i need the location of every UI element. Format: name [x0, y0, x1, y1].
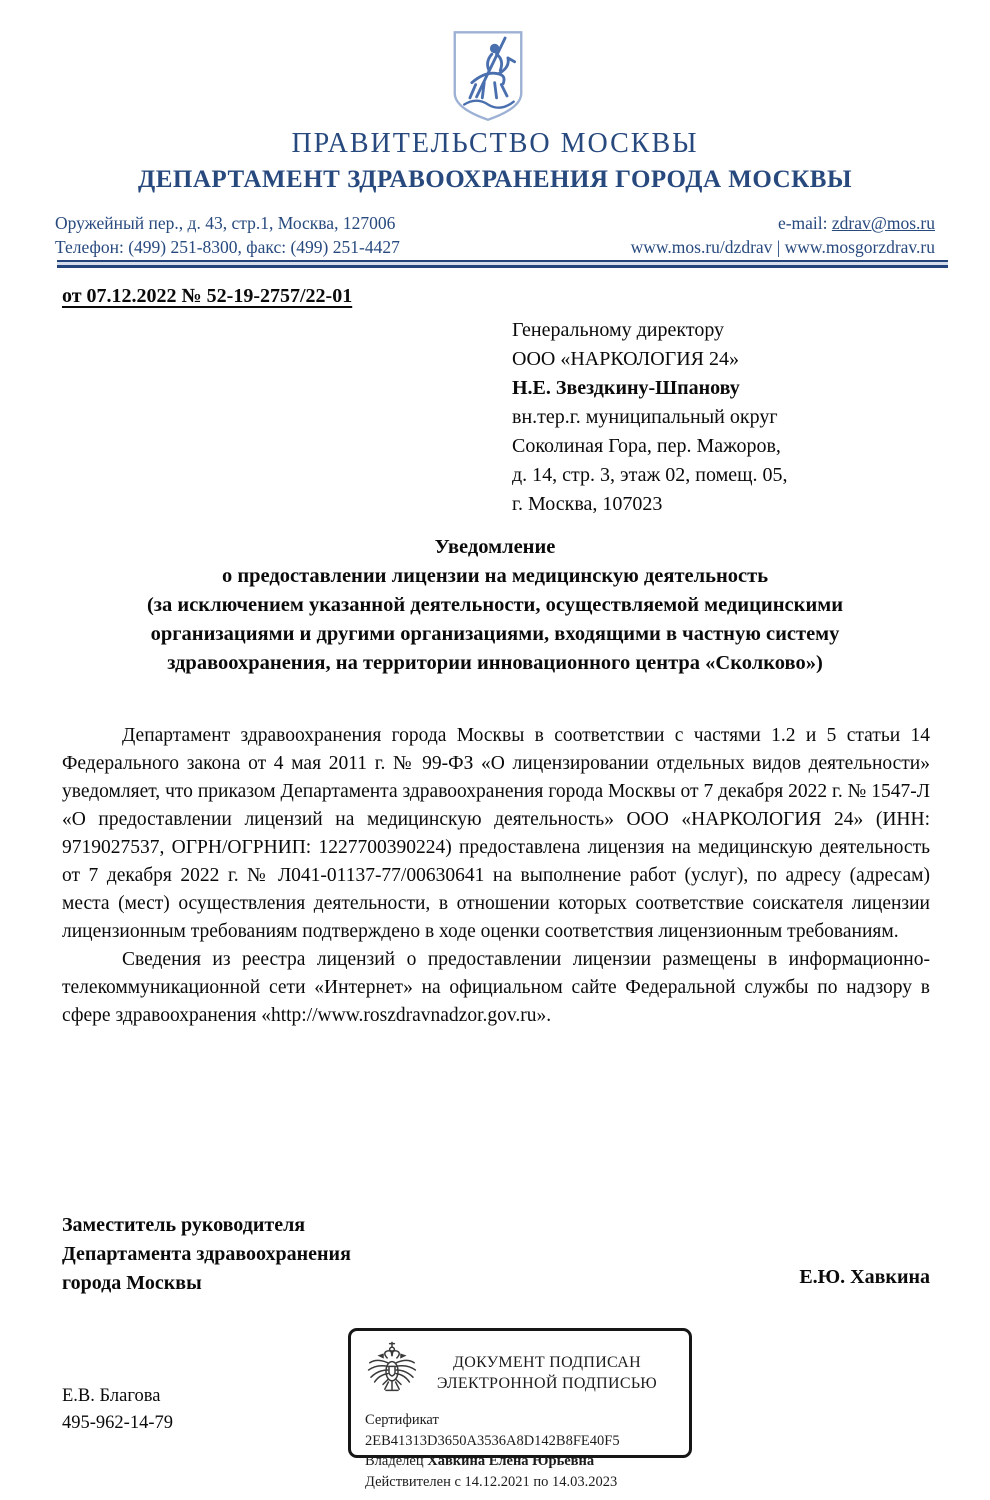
- signer-position-block: [62, 1211, 351, 1298]
- stamp-title: [419, 1352, 675, 1394]
- document-title-line: Уведомление: [434, 536, 556, 558]
- stamp-title-line: ДОКУМЕНТ ПОДПИСАН: [453, 1354, 641, 1371]
- double-headed-eagle-icon: [365, 1340, 419, 1406]
- document-title: [60, 533, 930, 678]
- government-title: ПРАВИТЕЛЬСТВО МОСКВЫ: [291, 128, 699, 159]
- signer-position-line: города Москвы: [62, 1272, 202, 1294]
- header-email-line: [631, 211, 935, 235]
- signer-position-line: Департамента здравоохранения: [62, 1243, 351, 1265]
- recipient-line: Соколиная Гора, пер. Мажоров,: [512, 435, 781, 457]
- signer-position-line: Заместитель руководителя: [62, 1214, 306, 1236]
- certificate-value: 2EB41313D3650A3536A8D142B8FE40F5: [365, 1432, 620, 1449]
- header-websites-line: www.mos.ru/dzdrav | www.mosgorzdrav.ru: [630, 237, 935, 257]
- recipient-line: ООО «НАРКОЛОГИЯ 24»: [512, 348, 739, 370]
- document-title-line: о предоставлении лицензии на медицинскую деятельность: [221, 565, 769, 587]
- recipient-line: Генеральному директору: [512, 319, 725, 341]
- department-title: ДЕПАРТАМЕНТ ЗДРАВООХРАНЕНИЯ ГОРОДА МОСКВЫ: [138, 166, 852, 193]
- letter-body: [62, 722, 930, 1030]
- recipient-name: Н.Е. Звездкину-Шпанову: [512, 377, 740, 399]
- header-address-line: Оружейный пер., д. 43, стр.1, Москва, 127006: [55, 213, 396, 233]
- email-link[interactable]: zdrav@mos.ru: [831, 213, 935, 233]
- electronic-signature-stamp: [348, 1328, 692, 1490]
- body-paragraph-2: Сведения из реестра лицензий о предоставлении лицензии размещены в информационно-телекоммуникационной сети «Интернет» на официальном сайте Федеральной службы по надзору в сфере здравоохранения «http://www.roszdravnadzor.gov.ru».: [62, 949, 930, 1026]
- recipient-block: [512, 316, 862, 519]
- recipient-line: вн.тер.г. муниципальный округ: [512, 406, 778, 428]
- document-title-line: (за исключением указанной деятельности, осуществляемой медицинскими: [146, 594, 844, 616]
- owner-name: Хавкина Елена Юрьевна: [427, 1453, 595, 1469]
- header-address-block: [55, 211, 400, 259]
- reference-number: от 07.12.2022 № 52-19-2757/22-01: [62, 285, 353, 307]
- header-contacts: [55, 211, 935, 259]
- stamp-title-line: ЭЛЕКТРОННОЙ ПОДПИСЬЮ: [436, 1375, 658, 1392]
- executor-name: Е.В. Благова: [62, 1386, 161, 1406]
- header-phone-line: Телефон: (499) 251-8300, факс: (499) 251-4427: [55, 237, 400, 257]
- stamp-certificate-line: [365, 1410, 675, 1451]
- signer-name: Е.Ю. Хавкина: [799, 1266, 930, 1288]
- header-web-block: [631, 211, 935, 259]
- document-title-line: организациями и другими организациями, входящими в частную систему: [150, 623, 840, 645]
- header-divider: [57, 260, 948, 268]
- executor-block: [62, 1383, 173, 1437]
- document-title-line: здравоохранения, на территории инновационного центра «Сколково»): [167, 652, 823, 674]
- recipient-line: д. 14, стр. 3, этаж 02, помещ. 05,: [512, 464, 788, 486]
- recipient-line: г. Москва, 107023: [512, 493, 663, 515]
- stamp-validity-line: Действителен с 14.12.2021 по 14.03.2023: [365, 1473, 618, 1490]
- moscow-coat-of-arms-icon: [450, 28, 526, 124]
- certificate-label: Сертификат: [365, 1412, 439, 1428]
- stamp-details: [365, 1410, 675, 1492]
- stamp-owner-line: [365, 1451, 675, 1472]
- executor-phone: 495-962-14-79: [62, 1413, 173, 1433]
- owner-label: Владелец: [365, 1453, 428, 1469]
- email-label: e-mail:: [777, 213, 832, 233]
- body-paragraph-1: Департамент здравоохранения города Москвы в соответствии с частями 1.2 и 5 статьи 14 Федерального закона от 4 мая 2011 г. № 99-ФЗ «О лицензировании отдельных видов деятельности» уведомляет, что приказом Департамента здравоохранения города Москвы от 7 декабря 2022 г. № 1547-Л «О предоставлении лицензий на медицинскую деятельность» ООО «НАРКОЛОГИЯ 24» (ИНН: 9719027537, ОГРН/ОГРНИП: 1227700390224) предоставлена лицензия на медицинскую деятельность от 7 декабря 2022 г. № Л041-01137-77/00630641 на выполнение работ (услуг), по адресу (адресам) места (мест) осуществления деятельности, в отношении которых соответствие соискателя лицензии лицензионным требованиям подтверждено в ходе оценки соответствия лицензионным требованиям.: [62, 725, 930, 942]
- stamp-header: [365, 1340, 675, 1406]
